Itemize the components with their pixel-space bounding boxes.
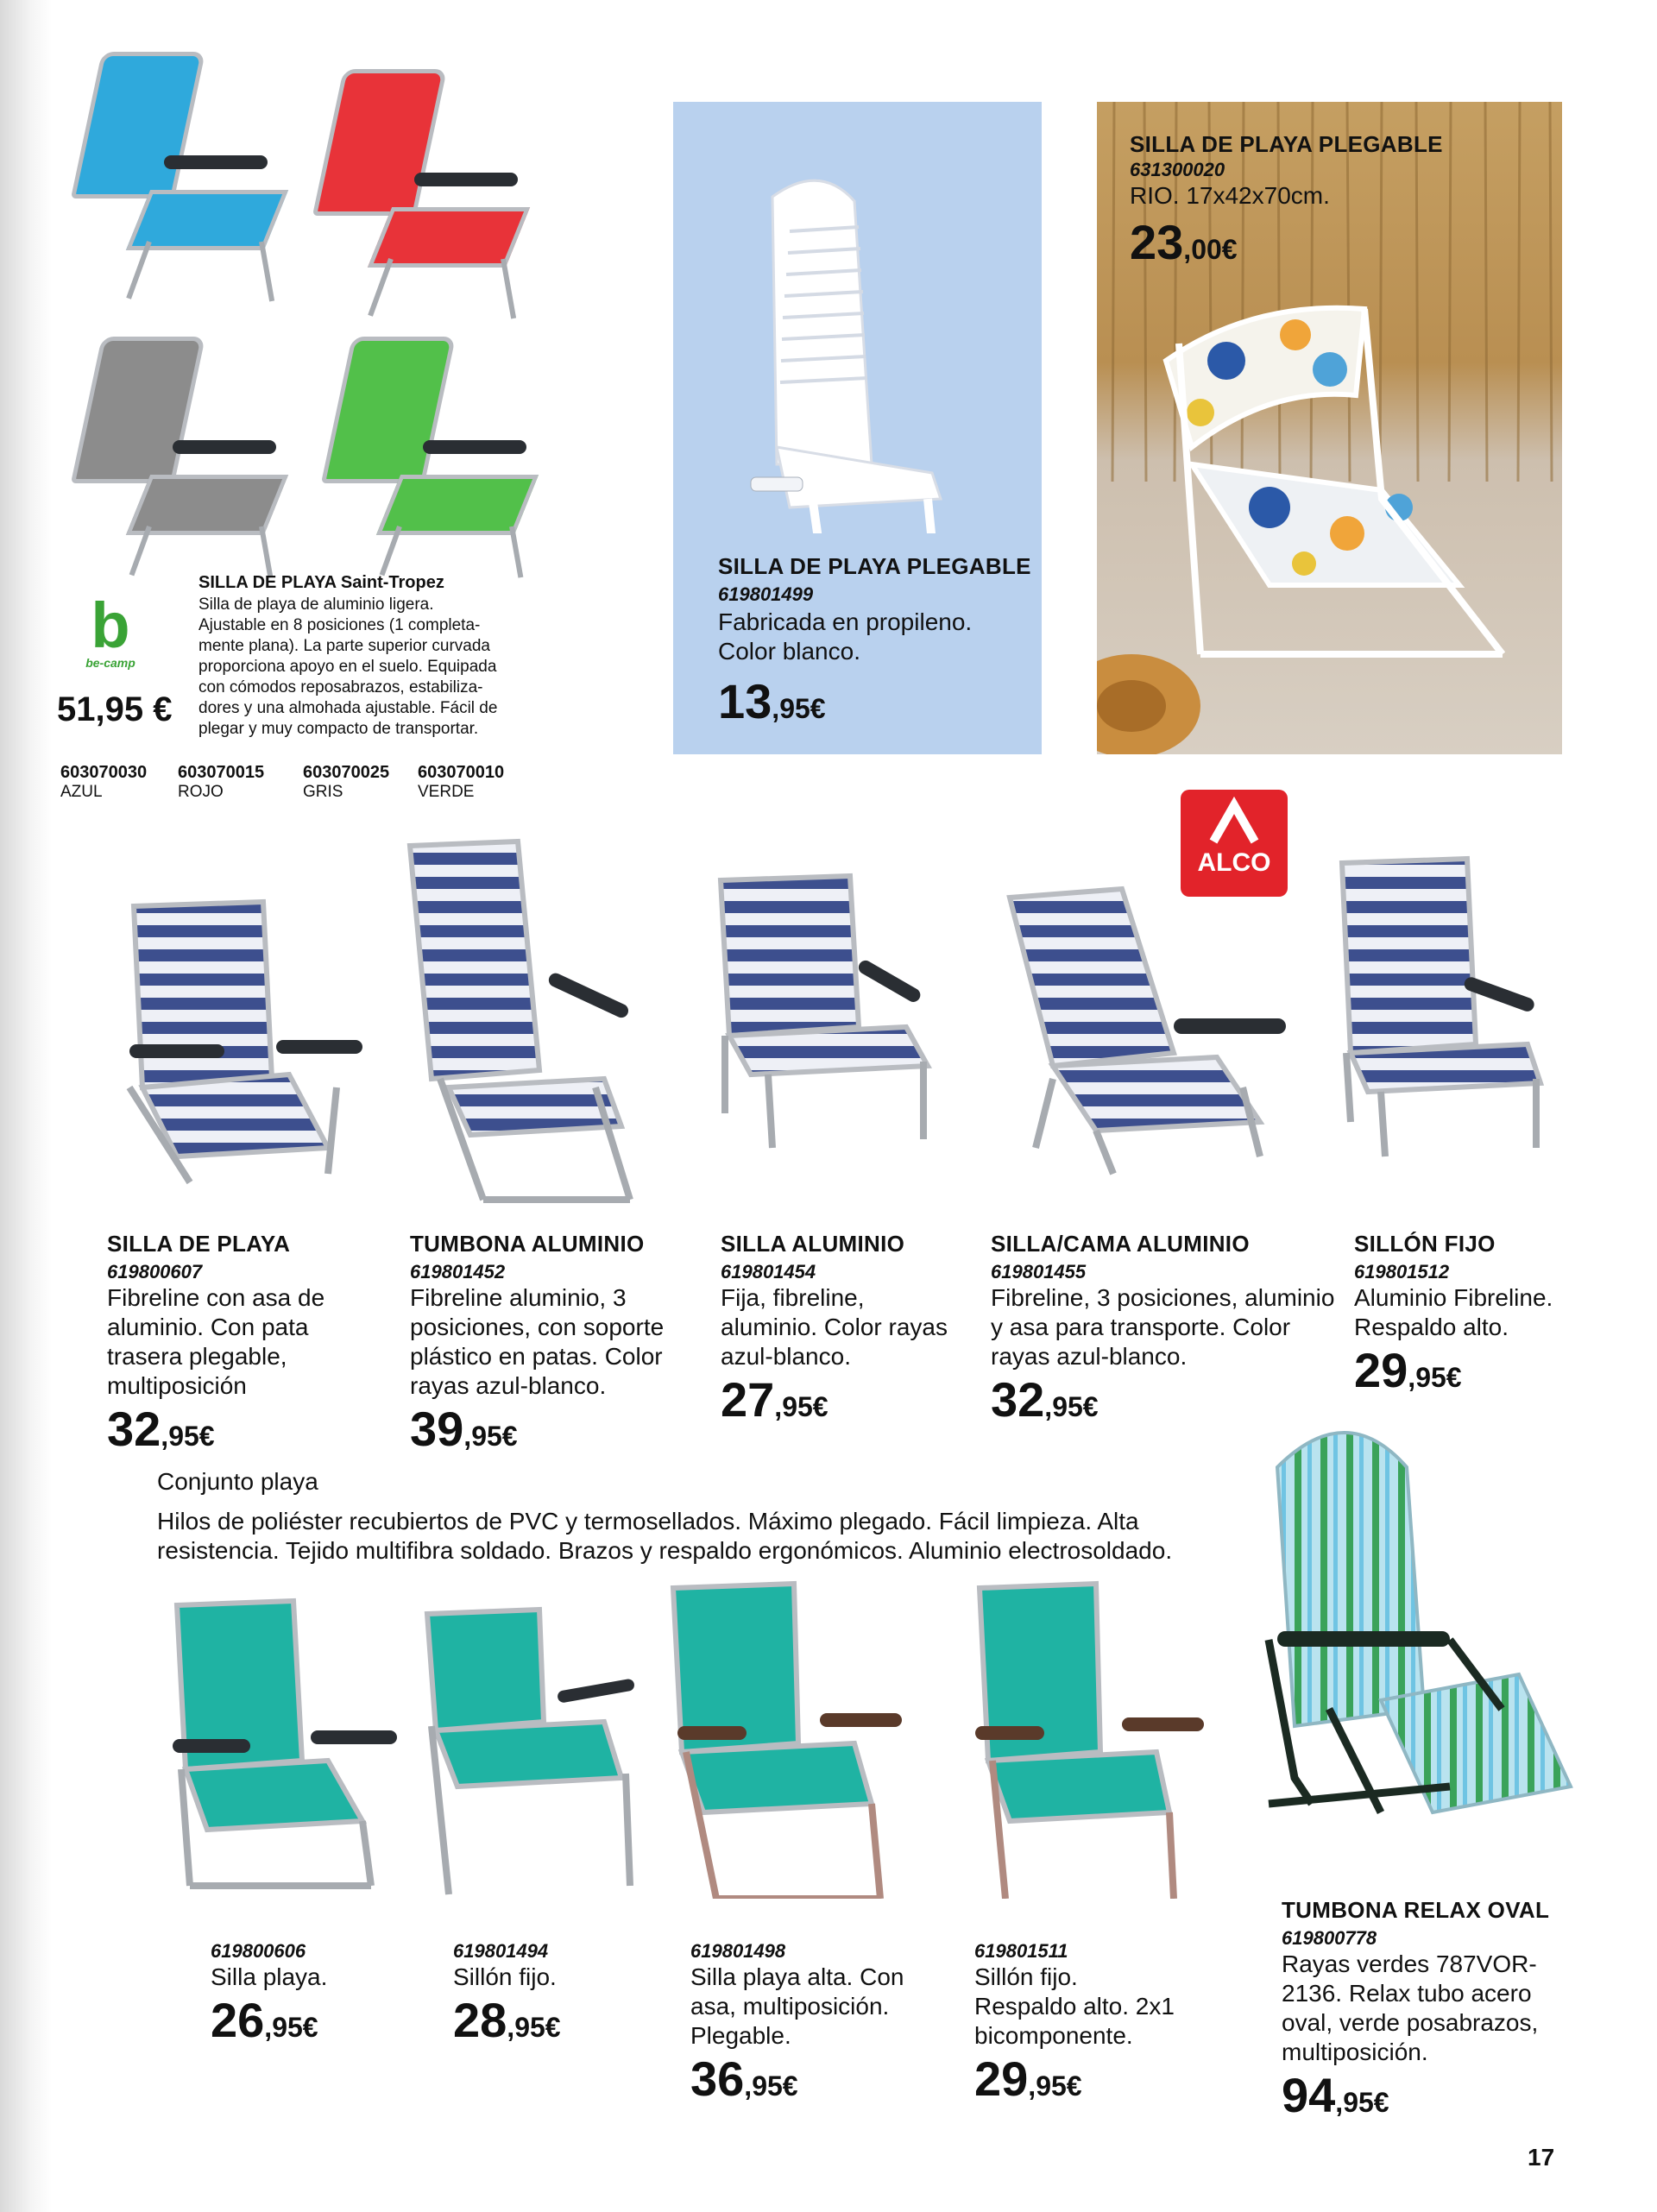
description-line: proporciona apoyo en el suelo. Equipada <box>198 658 497 676</box>
price-integer: 27 <box>721 1372 775 1427</box>
variant-color: AZUL <box>60 783 103 801</box>
chair-image-619801494 <box>427 1610 635 1894</box>
product-price <box>1282 2067 1549 2123</box>
price-decimals: ,95€ <box>507 2012 561 2043</box>
price-decimals: ,95€ <box>1408 1362 1462 1393</box>
description-line: aluminio. Color rayas <box>721 1314 948 1340</box>
chair-image-619801498 <box>673 1584 902 1899</box>
product-code: 619801452 <box>410 1261 506 1282</box>
variant-color: VERDE <box>418 783 475 801</box>
price-integer: 36 <box>690 2051 745 2106</box>
white-chair-title: SILLA DE PLAYA PLEGABLE <box>718 553 1031 579</box>
price-decimals: ,95€ <box>264 2012 318 2043</box>
product-619801498 <box>690 1940 904 2107</box>
rio-chair-photo <box>1097 102 1562 754</box>
product-price <box>211 1992 327 2048</box>
striped-chairs-images <box>0 829 1657 1208</box>
chair-image-619801512 <box>1342 859 1540 1156</box>
rio-chair-title: SILLA DE PLAYA PLEGABLE <box>1130 131 1443 157</box>
product-619800606 <box>211 1940 327 2048</box>
chair-image-blue <box>78 43 319 302</box>
description-line: azul-blanco. <box>721 1343 851 1370</box>
variant-code: 603070010 <box>418 763 505 782</box>
variant-code: 603070025 <box>303 763 390 782</box>
teal-chairs-images <box>0 1415 1657 1899</box>
description-line: posiciones, con soporte <box>410 1314 665 1340</box>
description-line: Plegable. <box>690 2022 791 2049</box>
variant-item <box>303 763 389 802</box>
price-decimals: ,95€ <box>1044 1391 1099 1422</box>
saint-tropez-price: 51,95 € <box>57 690 173 728</box>
description-line: multiposición <box>107 1372 247 1399</box>
description-line: y asa para transporte. Color <box>991 1314 1291 1340</box>
description-line: Sillón fijo. <box>974 1963 1078 1990</box>
lounger-image-619800778 <box>1269 1433 1571 1812</box>
description-line: Fibreline aluminio, 3 <box>410 1284 627 1311</box>
product-price <box>453 1992 561 2048</box>
rio-chair-description: RIO. 17x42x70cm. <box>1130 182 1330 209</box>
description-line: Fibreline, 3 posiciones, aluminio <box>991 1284 1335 1311</box>
price-integer: 26 <box>211 1993 265 2047</box>
product-code: 619800778 <box>1282 1927 1377 1949</box>
variant-code: 603070015 <box>178 763 265 782</box>
product-title: SILLA ALUMINIO <box>721 1231 905 1257</box>
product-title: SILLÓN FIJO <box>1354 1231 1496 1257</box>
price-decimals: ,95€ <box>1028 2070 1082 2102</box>
description-line: resistencia. Tejido multifibra soldado. Brazos y respaldo ergonómicos. Aluminio electrosoldado. <box>157 1537 1173 1564</box>
description-line: con cómodos reposabrazos, estabiliza- <box>198 678 483 696</box>
price-decimals: ,95€ <box>463 1421 518 1452</box>
price-integer: 39 <box>410 1402 464 1456</box>
product-code: 619801511 <box>974 1940 1068 1962</box>
product-619801454 <box>721 1231 948 1427</box>
product-code: 619800606 <box>211 1940 306 1962</box>
description-line: Respaldo alto. 2x1 <box>974 1993 1175 2020</box>
description-line: 2136. Relax tubo acero <box>1282 1980 1532 2007</box>
variant-item <box>418 763 504 802</box>
variant-item <box>178 763 264 802</box>
price-decimals: ,95€ <box>744 2070 798 2102</box>
description-line: multiposición. <box>1282 2039 1428 2065</box>
price-decimals: ,95€ <box>774 1391 828 1422</box>
alco-logo-text: ALCO <box>1197 848 1271 877</box>
becamp-logo-name: be-camp <box>85 656 135 670</box>
description-line: Fija, fibreline, <box>721 1284 865 1311</box>
price-integer: 32 <box>991 1372 1045 1427</box>
chair-image-619800606 <box>173 1601 397 1886</box>
chair-image-red <box>319 60 561 319</box>
product-code: 619801455 <box>991 1261 1087 1282</box>
description-line: trasera plegable, <box>107 1343 287 1370</box>
price-integer: 29 <box>1354 1343 1408 1397</box>
product-619800778 <box>1282 1897 1549 2123</box>
product-code: 619801454 <box>721 1261 816 1282</box>
product-price <box>690 2051 904 2107</box>
product-title: SILLA/CAMA ALUMINIO <box>991 1231 1250 1257</box>
price-decimals: ,00€ <box>1183 234 1238 265</box>
chair-image-green <box>328 328 570 587</box>
description-line: plegar y muy compacto de transportar. <box>198 720 479 738</box>
white-chair-code: 619801499 <box>718 583 814 605</box>
product-619801512 <box>1354 1231 1553 1398</box>
product-619801494 <box>453 1940 561 2048</box>
description-line: aluminio. Con pata <box>107 1314 309 1340</box>
description-line: oval, verde posabrazos, <box>1282 2009 1539 2036</box>
description-line: dores y una almohada ajustable. Fácil de <box>198 699 498 717</box>
product-code: 619801498 <box>690 1940 786 1962</box>
price-integer: 32 <box>107 1402 161 1456</box>
description-line: Ajustable en 8 posiciones (1 completa- <box>198 616 481 634</box>
variant-code: 603070030 <box>60 763 148 782</box>
price-decimals: ,95€ <box>772 693 826 724</box>
rio-chair-code: 631300020 <box>1130 159 1225 180</box>
description-line: Aluminio Fibreline. <box>1354 1284 1553 1311</box>
price-decimals: ,95€ <box>161 1421 215 1452</box>
product-title: TUMBONA RELAX OVAL <box>1282 1897 1550 1923</box>
chair-image-619801452 <box>410 841 631 1200</box>
price-integer: 28 <box>453 1993 507 2047</box>
price-integer: 23 <box>1130 215 1184 269</box>
variant-list <box>60 763 578 811</box>
conjunto-title: Conjunto playa <box>157 1468 318 1495</box>
white-chair-description <box>718 608 972 666</box>
product-619801511 <box>974 1940 1175 2107</box>
description-line: Color blanco. <box>718 638 860 665</box>
description-line: Respaldo alto. <box>1354 1314 1509 1340</box>
description-line: Fibreline con asa de <box>107 1284 325 1311</box>
saint-tropez-description <box>198 595 539 740</box>
description-line: Sillón fijo. <box>453 1963 557 1990</box>
product-code: 619801494 <box>453 1940 549 1962</box>
chair-image-619800607 <box>129 902 362 1182</box>
product-code: 619801512 <box>1354 1261 1450 1282</box>
product-code: 619800607 <box>107 1261 203 1282</box>
variant-item <box>60 763 147 802</box>
chair-image-619801455 <box>1010 889 1286 1174</box>
white-chair-image <box>673 136 1042 533</box>
description-line: bicomponente. <box>974 2022 1133 2049</box>
white-chair-price <box>718 673 826 729</box>
description-line: Silla de playa de aluminio ligera. <box>198 596 434 614</box>
rio-chair-price <box>1130 214 1238 270</box>
white-chair-panel <box>673 102 1042 754</box>
description-line: Fabricada en propileno. <box>718 608 973 635</box>
price-decimals: ,95€ <box>1335 2087 1389 2118</box>
product-title: TUMBONA ALUMINIO <box>410 1231 645 1257</box>
variant-color: ROJO <box>178 783 224 801</box>
chair-image-619801511 <box>975 1584 1204 1899</box>
product-title: SILLA DE PLAYA <box>107 1231 291 1257</box>
description-line: Silla playa alta. Con <box>690 1963 904 1990</box>
becamp-logo <box>76 589 145 673</box>
description-line: Silla playa. <box>211 1963 328 1990</box>
price-integer: 13 <box>718 674 772 728</box>
saint-tropez-images <box>60 43 578 561</box>
chair-image-gray <box>78 328 319 587</box>
product-price <box>974 2051 1175 2107</box>
variant-color: GRIS <box>303 783 343 801</box>
page-number: 17 <box>1528 2144 1555 2171</box>
chair-image-619801454 <box>721 876 928 1148</box>
description-line: Hilos de poliéster recubiertos de PVC y termosellados. Máximo plegado. Fácil limpieza. Alta <box>157 1508 1139 1535</box>
description-line: plástico en patas. Color <box>410 1343 663 1370</box>
product-price <box>1354 1342 1553 1398</box>
description-line: mente plana). La parte superior curvada <box>198 637 490 655</box>
saint-tropez-title: SILLA DE PLAYA Saint-Tropez <box>198 573 444 592</box>
price-integer: 29 <box>974 2051 1029 2106</box>
description-line: rayas azul-blanco. <box>410 1372 607 1399</box>
description-line: asa, multiposición. <box>690 1993 890 2020</box>
becamp-logo-letter: b <box>91 589 130 661</box>
description-line: rayas azul-blanco. <box>991 1343 1188 1370</box>
product-619801455 <box>991 1231 1334 1427</box>
description-line: Rayas verdes 787VOR- <box>1282 1950 1537 1977</box>
price-integer: 94 <box>1282 2068 1336 2122</box>
